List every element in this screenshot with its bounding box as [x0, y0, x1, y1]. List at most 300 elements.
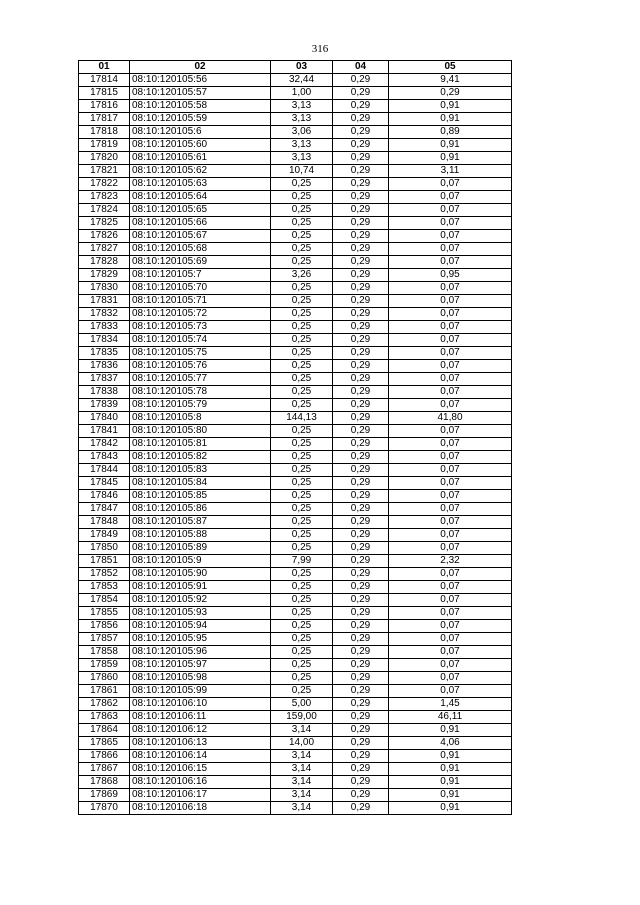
table-cell-04: 0,29	[333, 373, 389, 386]
table-cell-05: 0,07	[389, 490, 512, 503]
table-cell-02: 08:10:120105:83	[130, 464, 271, 477]
table-cell-01: 17826	[79, 230, 130, 243]
table-row	[79, 477, 512, 490]
table-cell-03: 7,99	[271, 555, 333, 568]
table-cell-01: 17831	[79, 295, 130, 308]
table-row	[79, 802, 512, 815]
table-cell-05: 0,07	[389, 217, 512, 230]
table-cell-01: 17859	[79, 659, 130, 672]
table-cell-04: 0,29	[333, 620, 389, 633]
table-cell-03: 0,25	[271, 607, 333, 620]
table-cell-03: 0,25	[271, 178, 333, 191]
table-cell-02: 08:10:120106:16	[130, 776, 271, 789]
table-row	[79, 243, 512, 256]
table-cell-05: 0,91	[389, 776, 512, 789]
table-row	[79, 451, 512, 464]
table-cell-01: 17838	[79, 386, 130, 399]
table-cell-01: 17845	[79, 477, 130, 490]
table-cell-01: 17843	[79, 451, 130, 464]
table-cell-02: 08:10:120105:60	[130, 139, 271, 152]
table-row	[79, 581, 512, 594]
table-cell-01: 17858	[79, 646, 130, 659]
table-cell-01: 17814	[79, 74, 130, 87]
table-cell-04: 0,29	[333, 360, 389, 373]
table-row	[79, 789, 512, 802]
table-cell-02: 08:10:120105:9	[130, 555, 271, 568]
table-cell-03: 0,25	[271, 620, 333, 633]
table-cell-05: 0,91	[389, 139, 512, 152]
table-cell-04: 0,29	[333, 594, 389, 607]
table-cell-05: 0,07	[389, 438, 512, 451]
table-cell-05: 1,45	[389, 698, 512, 711]
table-cell-01: 17848	[79, 516, 130, 529]
table-cell-03: 14,00	[271, 737, 333, 750]
table-cell-04: 0,29	[333, 204, 389, 217]
table-cell-05: 4,06	[389, 737, 512, 750]
table-row	[79, 594, 512, 607]
table-row	[79, 295, 512, 308]
table-cell-03: 0,25	[271, 451, 333, 464]
table-row	[79, 425, 512, 438]
table-cell-02: 08:10:120105:77	[130, 373, 271, 386]
table-cell-05: 2,32	[389, 555, 512, 568]
table-cell-03: 0,25	[271, 334, 333, 347]
table-cell-02: 08:10:120106:12	[130, 724, 271, 737]
table-cell-03: 0,25	[271, 438, 333, 451]
table-cell-02: 08:10:120105:6	[130, 126, 271, 139]
table-cell-01: 17832	[79, 308, 130, 321]
table-cell-03: 0,25	[271, 685, 333, 698]
table-row	[79, 412, 512, 425]
table-row	[79, 321, 512, 334]
table-row	[79, 685, 512, 698]
table-cell-04: 0,29	[333, 750, 389, 763]
table-row	[79, 516, 512, 529]
table-cell-05: 0,07	[389, 321, 512, 334]
table-row	[79, 204, 512, 217]
table-cell-01: 17821	[79, 165, 130, 178]
table-cell-05: 0,07	[389, 620, 512, 633]
column-header-01: 01	[79, 61, 130, 74]
table-cell-04: 0,29	[333, 633, 389, 646]
table-cell-04: 0,29	[333, 152, 389, 165]
table-cell-05: 0,07	[389, 386, 512, 399]
table-cell-02: 08:10:120105:63	[130, 178, 271, 191]
table-cell-04: 0,29	[333, 386, 389, 399]
table-cell-05: 0,07	[389, 659, 512, 672]
table-cell-01: 17839	[79, 399, 130, 412]
table-cell-03: 0,25	[271, 282, 333, 295]
table-cell-03: 3,14	[271, 802, 333, 815]
table-cell-05: 0,07	[389, 243, 512, 256]
table-cell-03: 0,25	[271, 230, 333, 243]
table-row	[79, 529, 512, 542]
table-cell-03: 0,25	[271, 490, 333, 503]
table-cell-04: 0,29	[333, 295, 389, 308]
table-cell-04: 0,29	[333, 698, 389, 711]
table-row	[79, 399, 512, 412]
table-row	[79, 282, 512, 295]
table-row	[79, 464, 512, 477]
table-cell-02: 08:10:120105:61	[130, 152, 271, 165]
table-cell-03: 0,25	[271, 386, 333, 399]
table-cell-03: 10,74	[271, 165, 333, 178]
table-cell-02: 08:10:120106:14	[130, 750, 271, 763]
table-cell-04: 0,29	[333, 334, 389, 347]
table-cell-04: 0,29	[333, 737, 389, 750]
table-row	[79, 633, 512, 646]
table-cell-05: 0,07	[389, 646, 512, 659]
table-cell-02: 08:10:120105:70	[130, 282, 271, 295]
table-row	[79, 555, 512, 568]
table-cell-01: 17825	[79, 217, 130, 230]
table-cell-05: 0,07	[389, 360, 512, 373]
table-cell-03: 0,25	[271, 542, 333, 555]
table-cell-02: 08:10:120105:91	[130, 581, 271, 594]
table-cell-04: 0,29	[333, 711, 389, 724]
table-cell-04: 0,29	[333, 789, 389, 802]
table-cell-03: 5,00	[271, 698, 333, 711]
table-cell-05: 0,89	[389, 126, 512, 139]
table-cell-02: 08:10:120105:56	[130, 74, 271, 87]
table-cell-05: 0,29	[389, 87, 512, 100]
table-cell-05: 0,07	[389, 256, 512, 269]
table-row	[79, 386, 512, 399]
table-row	[79, 100, 512, 113]
table-cell-05: 0,07	[389, 542, 512, 555]
table-cell-02: 08:10:120105:86	[130, 503, 271, 516]
table-cell-04: 0,29	[333, 503, 389, 516]
table-cell-01: 17865	[79, 737, 130, 750]
table-cell-01: 17822	[79, 178, 130, 191]
table-cell-05: 0,91	[389, 152, 512, 165]
table-cell-05: 0,91	[389, 802, 512, 815]
table-row	[79, 607, 512, 620]
table-cell-02: 08:10:120105:99	[130, 685, 271, 698]
table-cell-02: 08:10:120105:71	[130, 295, 271, 308]
table-cell-05: 0,91	[389, 100, 512, 113]
table-cell-04: 0,29	[333, 230, 389, 243]
table-cell-05: 0,07	[389, 451, 512, 464]
table-row	[79, 763, 512, 776]
table-cell-03: 1,00	[271, 87, 333, 100]
table-cell-02: 08:10:120105:65	[130, 204, 271, 217]
table-cell-05: 0,91	[389, 724, 512, 737]
table-cell-02: 08:10:120105:93	[130, 607, 271, 620]
table-cell-04: 0,29	[333, 529, 389, 542]
table-cell-03: 0,25	[271, 594, 333, 607]
table-cell-04: 0,29	[333, 659, 389, 672]
table-cell-02: 08:10:120105:76	[130, 360, 271, 373]
table-cell-03: 0,25	[271, 256, 333, 269]
table-cell-02: 08:10:120106:13	[130, 737, 271, 750]
table-cell-04: 0,29	[333, 269, 389, 282]
table-cell-03: 0,25	[271, 399, 333, 412]
table-cell-05: 0,07	[389, 529, 512, 542]
table-cell-02: 08:10:120105:84	[130, 477, 271, 490]
table-cell-04: 0,29	[333, 581, 389, 594]
table-row	[79, 308, 512, 321]
table-cell-05: 0,07	[389, 308, 512, 321]
table-cell-02: 08:10:120105:69	[130, 256, 271, 269]
table-cell-05: 0,07	[389, 581, 512, 594]
table-cell-01: 17815	[79, 87, 130, 100]
table-row	[79, 438, 512, 451]
table-cell-04: 0,29	[333, 763, 389, 776]
table-cell-02: 08:10:120105:85	[130, 490, 271, 503]
table-cell-04: 0,29	[333, 542, 389, 555]
table-row	[79, 568, 512, 581]
table-cell-01: 17869	[79, 789, 130, 802]
table-row	[79, 165, 512, 178]
table-cell-02: 08:10:120106:10	[130, 698, 271, 711]
table-cell-02: 08:10:120105:98	[130, 672, 271, 685]
table-cell-04: 0,29	[333, 607, 389, 620]
table-cell-05: 0,07	[389, 399, 512, 412]
column-header-02: 02	[130, 61, 271, 74]
table-cell-03: 32,44	[271, 74, 333, 87]
table-cell-03: 3,14	[271, 750, 333, 763]
table-cell-03: 0,25	[271, 516, 333, 529]
table-row	[79, 334, 512, 347]
table-cell-04: 0,29	[333, 451, 389, 464]
table-cell-05: 9,41	[389, 74, 512, 87]
table-cell-02: 08:10:120106:11	[130, 711, 271, 724]
table-cell-01: 17833	[79, 321, 130, 334]
table-cell-05: 0,07	[389, 282, 512, 295]
table-cell-01: 17836	[79, 360, 130, 373]
table-cell-01: 17854	[79, 594, 130, 607]
table-cell-03: 3,14	[271, 789, 333, 802]
table-cell-01: 17818	[79, 126, 130, 139]
table-row	[79, 347, 512, 360]
table-cell-03: 0,25	[271, 646, 333, 659]
table-cell-01: 17837	[79, 373, 130, 386]
table-cell-03: 0,25	[271, 464, 333, 477]
table-cell-01: 17853	[79, 581, 130, 594]
table-cell-01: 17866	[79, 750, 130, 763]
table-cell-02: 08:10:120105:96	[130, 646, 271, 659]
table-row	[79, 178, 512, 191]
table-cell-03: 0,25	[271, 347, 333, 360]
table-cell-03: 159,00	[271, 711, 333, 724]
table-cell-04: 0,29	[333, 477, 389, 490]
table-cell-04: 0,29	[333, 412, 389, 425]
table-cell-01: 17864	[79, 724, 130, 737]
table-row	[79, 256, 512, 269]
table-cell-05: 0,07	[389, 178, 512, 191]
table-cell-02: 08:10:120105:73	[130, 321, 271, 334]
table-cell-05: 3,11	[389, 165, 512, 178]
table-cell-02: 08:10:120105:92	[130, 594, 271, 607]
table-row	[79, 724, 512, 737]
table-cell-05: 0,07	[389, 425, 512, 438]
table-cell-02: 08:10:120106:15	[130, 763, 271, 776]
table-row	[79, 87, 512, 100]
table-cell-01: 17819	[79, 139, 130, 152]
table-cell-01: 17829	[79, 269, 130, 282]
table-cell-03: 0,25	[271, 477, 333, 490]
table-cell-02: 08:10:120105:89	[130, 542, 271, 555]
table-cell-02: 08:10:120105:94	[130, 620, 271, 633]
table-cell-04: 0,29	[333, 438, 389, 451]
page-number: 316	[311, 43, 329, 55]
table-cell-01: 17867	[79, 763, 130, 776]
table-row	[79, 126, 512, 139]
table-body	[79, 74, 512, 815]
table-cell-03: 3,14	[271, 763, 333, 776]
table-cell-04: 0,29	[333, 724, 389, 737]
table-cell-05: 0,07	[389, 503, 512, 516]
table-row	[79, 191, 512, 204]
table-cell-03: 3,13	[271, 152, 333, 165]
table-cell-04: 0,29	[333, 685, 389, 698]
table-cell-05: 0,07	[389, 685, 512, 698]
table-row	[79, 74, 512, 87]
table-cell-01: 17820	[79, 152, 130, 165]
table-cell-02: 08:10:120105:62	[130, 165, 271, 178]
table-cell-04: 0,29	[333, 464, 389, 477]
table-row	[79, 503, 512, 516]
table-cell-01: 17856	[79, 620, 130, 633]
table-cell-02: 08:10:120105:72	[130, 308, 271, 321]
table-cell-02: 08:10:120105:78	[130, 386, 271, 399]
table-cell-01: 17863	[79, 711, 130, 724]
column-header-05: 05	[389, 61, 512, 74]
table-cell-01: 17841	[79, 425, 130, 438]
table-cell-02: 08:10:120105:59	[130, 113, 271, 126]
table-cell-05: 0,07	[389, 295, 512, 308]
table-cell-03: 0,25	[271, 503, 333, 516]
table-cell-03: 3,26	[271, 269, 333, 282]
table-row	[79, 698, 512, 711]
table-cell-03: 0,25	[271, 295, 333, 308]
table-cell-01: 17830	[79, 282, 130, 295]
table-cell-01: 17835	[79, 347, 130, 360]
table-cell-01: 17860	[79, 672, 130, 685]
table-cell-03: 3,14	[271, 724, 333, 737]
table-cell-05: 0,07	[389, 204, 512, 217]
table-cell-04: 0,29	[333, 516, 389, 529]
table-cell-03: 0,25	[271, 568, 333, 581]
table-row	[79, 373, 512, 386]
table-cell-04: 0,29	[333, 165, 389, 178]
table-cell-05: 0,07	[389, 516, 512, 529]
table-row	[79, 217, 512, 230]
table-cell-03: 0,25	[271, 308, 333, 321]
table-row	[79, 737, 512, 750]
table-row	[79, 659, 512, 672]
table-cell-05: 0,07	[389, 607, 512, 620]
table-cell-03: 0,25	[271, 672, 333, 685]
table-cell-04: 0,29	[333, 282, 389, 295]
table-cell-01: 17827	[79, 243, 130, 256]
table-cell-04: 0,29	[333, 113, 389, 126]
table-header-row	[79, 61, 512, 74]
table-cell-02: 08:10:120105:67	[130, 230, 271, 243]
table-cell-04: 0,29	[333, 191, 389, 204]
table-cell-03: 0,25	[271, 659, 333, 672]
table-cell-05: 0,91	[389, 113, 512, 126]
table-cell-01: 17851	[79, 555, 130, 568]
table-cell-02: 08:10:120105:57	[130, 87, 271, 100]
table-cell-05: 0,07	[389, 594, 512, 607]
table-cell-04: 0,29	[333, 555, 389, 568]
table-cell-01: 17840	[79, 412, 130, 425]
table-cell-04: 0,29	[333, 399, 389, 412]
table-cell-02: 08:10:120105:75	[130, 347, 271, 360]
table-cell-04: 0,29	[333, 217, 389, 230]
table-row	[79, 490, 512, 503]
table-cell-05: 0,07	[389, 672, 512, 685]
table-cell-01: 17862	[79, 698, 130, 711]
table-cell-05: 0,07	[389, 334, 512, 347]
table-cell-03: 0,25	[271, 204, 333, 217]
table-cell-04: 0,29	[333, 568, 389, 581]
table-cell-01: 17847	[79, 503, 130, 516]
table-cell-03: 0,25	[271, 243, 333, 256]
table-cell-02: 08:10:120105:88	[130, 529, 271, 542]
table-cell-04: 0,29	[333, 256, 389, 269]
table-row	[79, 672, 512, 685]
table-cell-01: 17868	[79, 776, 130, 789]
table-cell-01: 17857	[79, 633, 130, 646]
table-row	[79, 152, 512, 165]
table-row	[79, 113, 512, 126]
table-row	[79, 360, 512, 373]
table-cell-02: 08:10:120105:7	[130, 269, 271, 282]
table-cell-04: 0,29	[333, 321, 389, 334]
table-cell-03: 3,06	[271, 126, 333, 139]
table-cell-02: 08:10:120105:64	[130, 191, 271, 204]
table-cell-01: 17834	[79, 334, 130, 347]
column-header-03: 03	[271, 61, 333, 74]
table-cell-01: 17844	[79, 464, 130, 477]
table-cell-05: 0,95	[389, 269, 512, 282]
table-cell-03: 3,13	[271, 139, 333, 152]
table-cell-03: 3,14	[271, 776, 333, 789]
table-cell-05: 0,91	[389, 763, 512, 776]
table-cell-02: 08:10:120106:18	[130, 802, 271, 815]
table-cell-01: 17849	[79, 529, 130, 542]
table-cell-04: 0,29	[333, 178, 389, 191]
table-cell-03: 0,25	[271, 425, 333, 438]
table-cell-02: 08:10:120105:74	[130, 334, 271, 347]
table-row	[79, 646, 512, 659]
table-cell-03: 0,25	[271, 321, 333, 334]
table-cell-04: 0,29	[333, 308, 389, 321]
table-row	[79, 711, 512, 724]
table-cell-04: 0,29	[333, 347, 389, 360]
table-cell-04: 0,29	[333, 425, 389, 438]
table-cell-04: 0,29	[333, 490, 389, 503]
data-table	[78, 60, 512, 815]
table-row	[79, 139, 512, 152]
table-cell-02: 08:10:120105:58	[130, 100, 271, 113]
table-cell-05: 0,07	[389, 464, 512, 477]
table-cell-05: 0,07	[389, 477, 512, 490]
table-row	[79, 620, 512, 633]
table-cell-05: 0,91	[389, 789, 512, 802]
table-cell-04: 0,29	[333, 87, 389, 100]
table-cell-02: 08:10:120105:80	[130, 425, 271, 438]
table-cell-01: 17842	[79, 438, 130, 451]
table-cell-05: 46,11	[389, 711, 512, 724]
table-cell-04: 0,29	[333, 139, 389, 152]
table-cell-02: 08:10:120105:82	[130, 451, 271, 464]
table-cell-04: 0,29	[333, 126, 389, 139]
table-cell-03: 144,13	[271, 412, 333, 425]
